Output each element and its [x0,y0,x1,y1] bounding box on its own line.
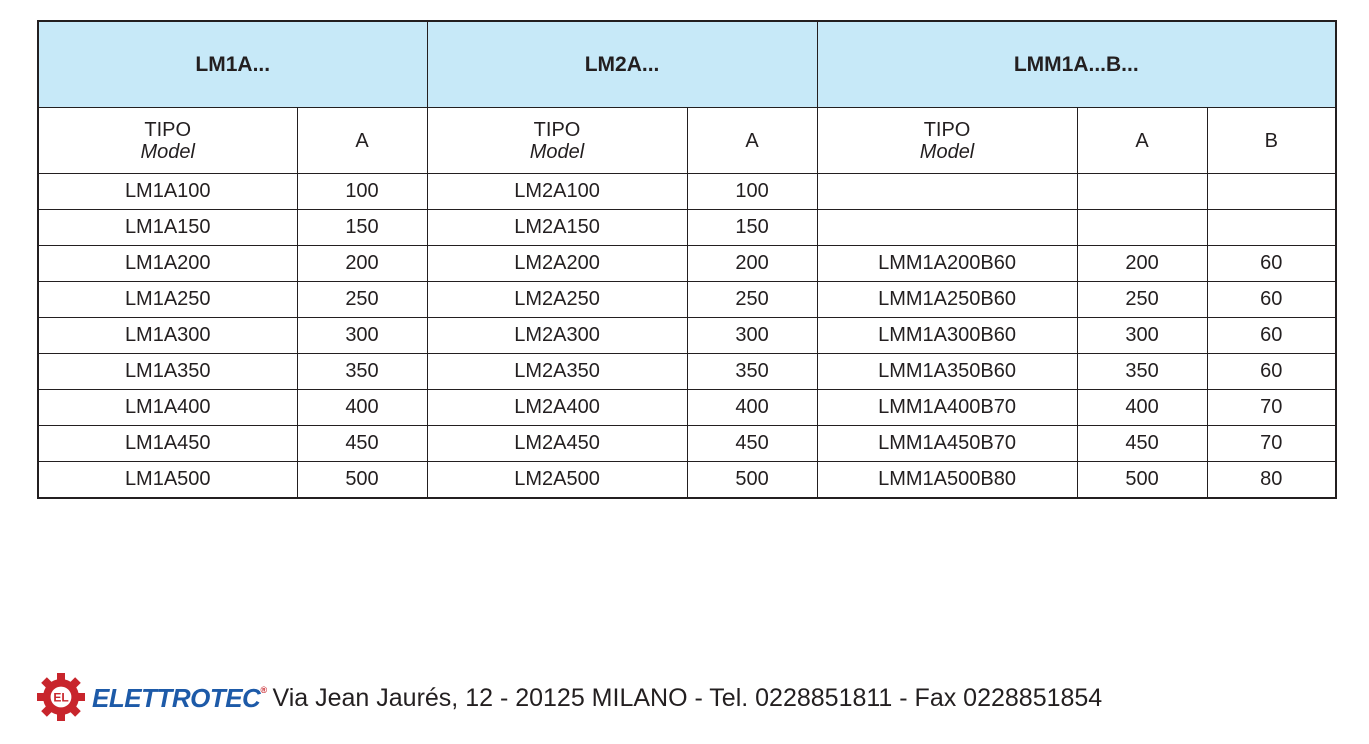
lmm-b-cell: 60 [1207,318,1336,354]
lm1-a-cell: 100 [297,174,427,210]
lmm-a-cell: 500 [1077,462,1207,499]
table-row [38,174,1336,210]
lmm-model-cell: LMM1A200B60 [817,246,1077,282]
lm2-model-cell: LM2A200 [427,246,687,282]
lm2-a-cell: 300 [687,318,817,354]
lm2-model-cell: LM2A250 [427,282,687,318]
brand-text: ELETTROTEC [92,682,261,713]
lmm-b-cell [1207,174,1336,210]
lmm-b-cell: 80 [1207,462,1336,499]
lmm-model-cell: LMM1A500B80 [817,462,1077,499]
lm2-model-cell: LM2A150 [427,210,687,246]
lmm-a-cell: 300 [1077,318,1207,354]
lm1-a-cell: 400 [297,390,427,426]
lmm-b-cell: 60 [1207,354,1336,390]
table-row [38,318,1336,354]
lm1-a-cell: 450 [297,426,427,462]
lm1-model-cell: LM1A400 [38,390,297,426]
lm2-a-cell: 150 [687,210,817,246]
group-header-lmm1a: LMM1A...B... [817,21,1336,108]
brand-name [92,683,266,714]
column-header-row [38,108,1336,174]
lmm-b-cell [1207,210,1336,246]
lm1-model-cell: LM1A300 [38,318,297,354]
column-header-lm1-model [38,108,297,174]
model-label: Model [529,140,585,163]
lmm-a-cell [1077,174,1207,210]
logo-letters: EL [53,690,69,705]
lmm-a-cell: 250 [1077,282,1207,318]
group-header-lm2a: LM2A... [427,21,817,108]
lmm-a-cell: 450 [1077,426,1207,462]
model-label: Model [140,140,195,163]
tipo-label: TIPO [144,118,192,141]
lmm-model-cell: LMM1A250B60 [817,282,1077,318]
lmm-b-cell: 60 [1207,282,1336,318]
lmm-model-cell [817,174,1077,210]
lm1-model-cell: LM1A150 [38,210,297,246]
lm2-model-cell: LM2A100 [427,174,687,210]
group-header-lm1a: LM1A... [38,21,427,108]
column-header-lm2-a: A [687,108,817,174]
lm2-model-cell: LM2A500 [427,462,687,499]
tipo-label: TIPO [533,118,581,141]
lm1-model-cell: LM1A450 [38,426,297,462]
table-body [38,174,1336,499]
table-row [38,246,1336,282]
elettrotec-gear-logo-icon [36,672,86,722]
table-row [38,462,1336,499]
lmm-model-cell: LMM1A400B70 [817,390,1077,426]
column-header-lmm-model [817,108,1077,174]
lm1-a-cell: 150 [297,210,427,246]
lmm-model-cell: LMM1A300B60 [817,318,1077,354]
column-header-lm1-a: A [297,108,427,174]
lmm-model-cell [817,210,1077,246]
table-row [38,354,1336,390]
lm2-a-cell: 400 [687,390,817,426]
lm1-model-cell: LM1A250 [38,282,297,318]
group-header-row [38,21,1336,108]
lm1-a-cell: 250 [297,282,427,318]
column-header-lmm-a: A [1077,108,1207,174]
lm2-a-cell: 450 [687,426,817,462]
lm1-model-cell: LM1A100 [38,174,297,210]
lm1-a-cell: 500 [297,462,427,499]
lm2-model-cell: LM2A300 [427,318,687,354]
lm2-a-cell: 500 [687,462,817,499]
lm1-model-cell: LM1A200 [38,246,297,282]
table-row [38,282,1336,318]
lmm-a-cell [1077,210,1207,246]
lm2-model-cell: LM2A400 [427,390,687,426]
lm2-a-cell: 350 [687,354,817,390]
lm2-a-cell: 100 [687,174,817,210]
lmm-b-cell: 70 [1207,390,1336,426]
column-header-lmm-b: B [1207,108,1336,174]
model-label: Model [919,140,975,163]
lmm-model-cell: LMM1A450B70 [817,426,1077,462]
company-footer [36,671,1102,723]
lm1-model-cell: LM1A350 [38,354,297,390]
lm2-a-cell: 250 [687,282,817,318]
column-header-lm2-model [427,108,687,174]
lm2-model-cell: LM2A450 [427,426,687,462]
lmm-b-cell: 70 [1207,426,1336,462]
model-dimension-table [37,20,1337,499]
lm1-a-cell: 200 [297,246,427,282]
lm1-a-cell: 350 [297,354,427,390]
lmm-a-cell: 350 [1077,354,1207,390]
company-address: Via Jean Jaurés, 12 - 20125 MILANO - Tel. 0228851811 - Fax 0228851854 [272,683,1103,712]
lm1-a-cell: 300 [297,318,427,354]
table-row [38,426,1336,462]
lm2-model-cell: LM2A350 [427,354,687,390]
table-row [38,210,1336,246]
tipo-label: TIPO [923,118,971,141]
lm2-a-cell: 200 [687,246,817,282]
lmm-model-cell: LMM1A350B60 [817,354,1077,390]
lm1-model-cell: LM1A500 [38,462,297,499]
table-row [38,390,1336,426]
lmm-a-cell: 400 [1077,390,1207,426]
lmm-a-cell: 200 [1077,246,1207,282]
registered-mark: ® [260,684,267,695]
lmm-b-cell: 60 [1207,246,1336,282]
